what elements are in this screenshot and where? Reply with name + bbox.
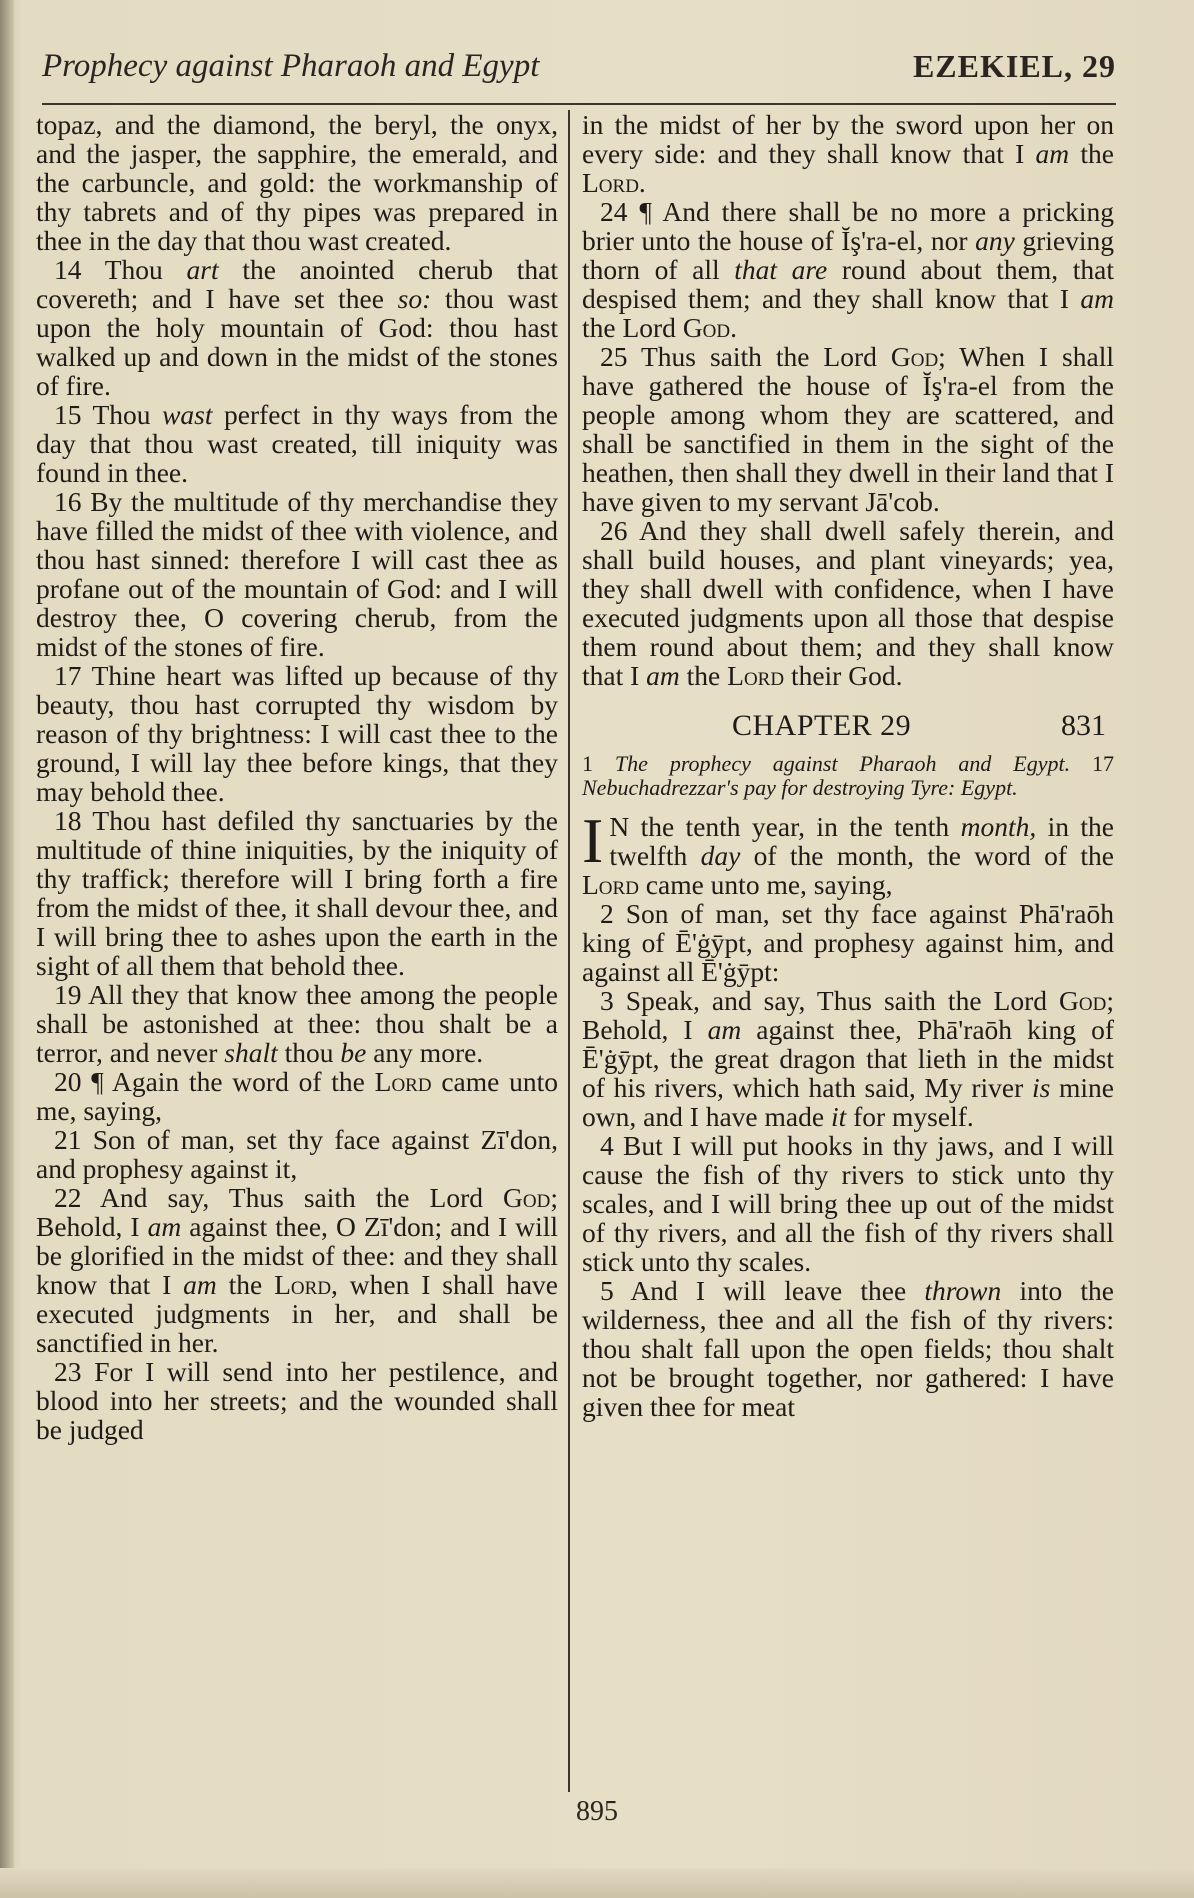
verse-18: 18 Thou hast defiled thy sanctuaries by the multitude of thine iniquities, by the iniquity of thy traffick; therefore will I bring forth a fire from the midst of thee, it shall devour thee, and I will bring thee to ashes upon the earth in the sight of all them that behold thee. [36, 805, 558, 981]
header-rule [42, 103, 1116, 105]
gutter-shadow [0, 0, 14, 1898]
verse-number: 26 [600, 515, 628, 546]
chapter-summary: 1 The prophecy against Pharaoh and Egypt. 17 Nebuchadrezzar's pay for destroying Tyre: Egypt. [582, 751, 1115, 800]
verse-continuation: in the midst of her by the sword upon her on every side: and they shall know that I am the Lord. [582, 109, 1114, 198]
verse-25: 25 Thus saith the Lord God; When I shall have gathered the house of Ĭş'ra-el from the people among whom they are scattered, and shall be sanctified in them in the sight of the heathen, then shall they dwell in their land that I have given to my servant Jā'cob. [582, 341, 1114, 517]
verse-15: 15 Thou wast perfect in thy ways from the day that thou wast created, till iniquity was found in thee. [36, 399, 558, 488]
verse-number: 21 [54, 1124, 82, 1155]
page-number: 895 [576, 1796, 618, 1827]
verse-22: 22 And say, Thus saith the Lord God; Behold, I am against thee, O Zī'don; and I will be glorified in the midst of thee: and they shall know that I am the Lord, when I shall have executed judgments in her, and shall be sanctified in her. [36, 1182, 558, 1358]
verse-number: 24 [600, 196, 628, 227]
verse-14: 14 Thou art the anointed cherub that covereth; and I have set thee so: thou wast upon the holy mountain of God: thou hast walked up and down in the midst of the stones of fire. [36, 254, 558, 401]
verse-16: 16 By the multitude of thy merchandise they have filled the midst of thee with violence, and thou hast sinned: therefore I will cast thee as profane out of the mountain of God: and I will destroy thee, O covering cherub, from the midst of the stones of fire. [36, 486, 558, 662]
verse-number: 20 [54, 1066, 82, 1097]
verse-17: 17 Thine heart was lifted up because of thy beauty, thou hast corrupted thy wisdom by reason of thy brightness: I will cast thee to the ground, I will lay thee before kings, that they may behold thee. [36, 660, 558, 807]
header-book-chapter: EZEKIEL, 29 [912, 48, 1116, 84]
page-bottom-edge [0, 1868, 1194, 1898]
verse-5: 5 And I will leave thee thrown into the wilderness, thee and all the fish of thy rivers: thou shalt fall upon the open fields; thou shalt not be brought together, nor gathered: I have given thee for meat [582, 1275, 1114, 1422]
verse-number: 15 [54, 399, 82, 430]
header-section-title: Prophecy against Pharaoh and Egypt [42, 48, 540, 84]
verse-23: 23 For I will send into her pestilence, and blood into her streets; and the wounded shall be judged [36, 1356, 558, 1445]
column-divider [568, 110, 570, 1792]
verse-number: 16 [54, 486, 82, 517]
chapter-ordinal: 831 [1061, 709, 1106, 742]
verse-number: 23 [54, 1356, 82, 1387]
verse-24: 24 ¶ And there shall be no more a pricking brier unto the house of Ĭş'ra-el, nor any grieving thorn of all that are round about them, that despised them; and they shall know that I am the Lord God. [582, 196, 1114, 343]
verse-20: 20 ¶ Again the word of the Lord came unto me, saying, [36, 1066, 558, 1126]
verse-number: 5 [600, 1275, 614, 1306]
verse-number: 2 [600, 898, 614, 929]
verse-number: 3 [600, 985, 614, 1016]
verse-number: 18 [54, 805, 82, 836]
verse-4: 4 But I will put hooks in thy jaws, and I will cause the fish of thy rivers to stick unto thy scales, and I will bring thee up out of the midst of thy rivers, and all the fish of thy rivers shall stick unto thy scales. [582, 1130, 1114, 1277]
verse-3: 3 Speak, and say, Thus saith the Lord God; Behold, I am against thee, Phā'raōh king of Ē'ġȳpt, the great dragon that lieth in the midst of his rivers, which hath said, My river is mine own, and I have made it for myself. [582, 985, 1114, 1132]
verse-continuation: topaz, and the diamond, the beryl, the onyx, and the jasper, the sapphire, the emerald, and the carbuncle, and gold: the workmanship of thy tabrets and of thy pipes was prepared in thee in the day that thou wast created. [36, 109, 558, 256]
chapter-heading [582, 708, 1114, 744]
verse-21: 21 Son of man, set thy face against Zī'don, and prophesy against it, [36, 1124, 558, 1184]
drop-cap: I [582, 805, 604, 876]
running-header [42, 48, 1116, 98]
verse-number: 25 [600, 341, 628, 372]
verse-number: 17 [54, 660, 82, 691]
verse-number: 22 [54, 1182, 82, 1213]
verse-number: 19 [54, 979, 82, 1010]
left-column [36, 110, 558, 1444]
verse-26: 26 And they shall dwell safely therein, and shall build houses, and plant vineyards; yea, they shall dwell with confidence, when I have executed judgments upon all those that despise them round about them; and they shall know that I am the Lord their God. [582, 515, 1114, 691]
chapter-title: CHAPTER 29 [732, 709, 912, 742]
verse-19: 19 All they that know thee among the people shall be astonished at thee: thou shalt be a terror, and never shalt thou be any more. [36, 979, 558, 1068]
right-column [582, 110, 1114, 1421]
verse-2: 2 Son of man, set thy face against Phā'raōh king of Ē'ġȳpt, and prophesy against him, and against all Ē'ġȳpt: [582, 898, 1114, 987]
verse-number: 4 [600, 1130, 614, 1161]
verse-1: I N the tenth year, in the tenth month, in the twelfth day of the month, the word of the Lord came unto me, saying, [582, 805, 1114, 900]
verse-number: 14 [54, 254, 82, 285]
